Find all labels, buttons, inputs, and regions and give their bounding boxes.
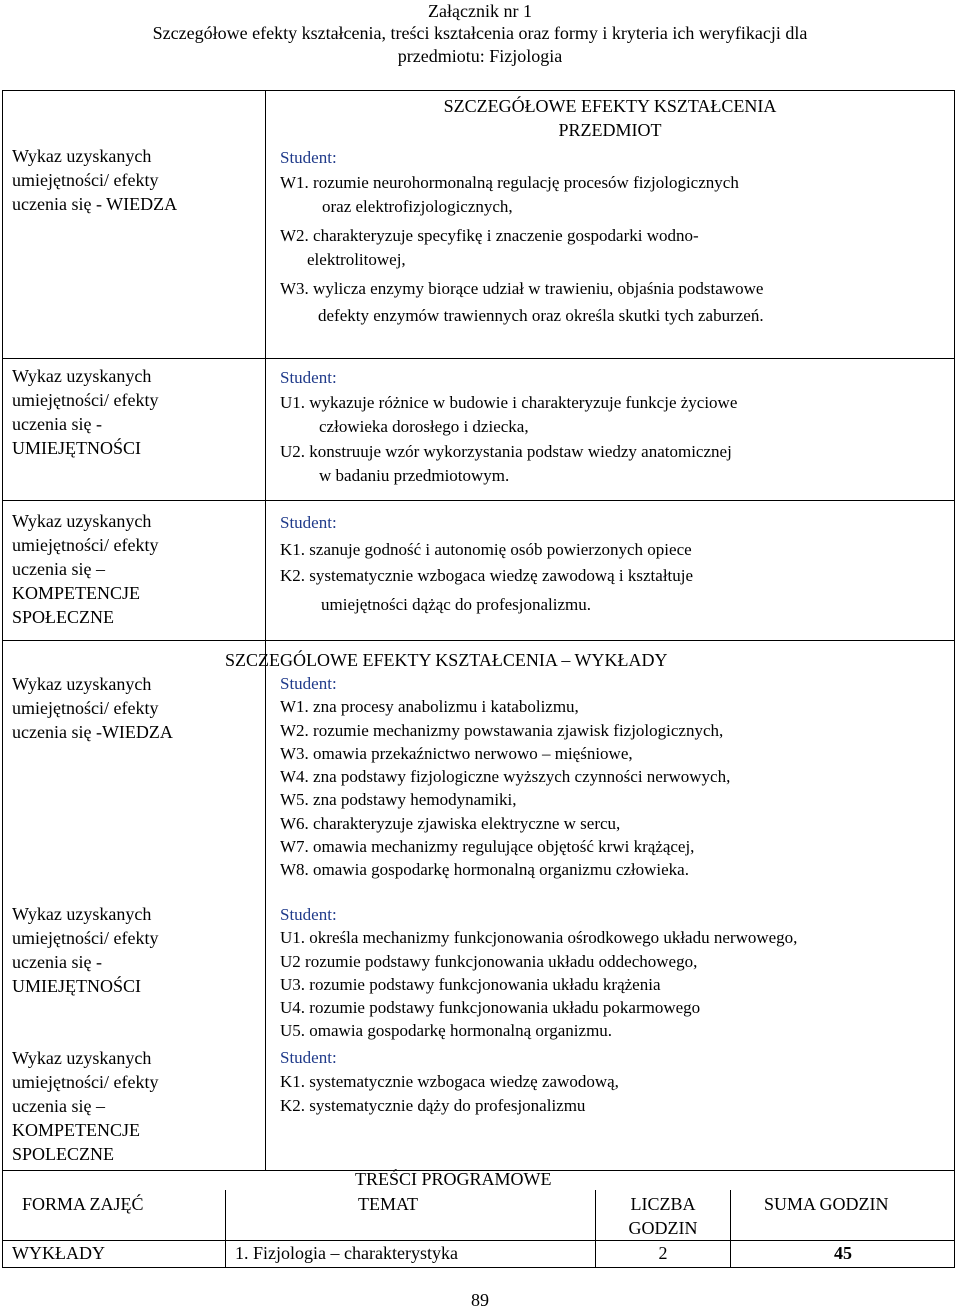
lectures-label-kompetencje xyxy=(12,1046,262,1166)
row-content-kompetencje xyxy=(280,511,950,617)
effect-line: w badaniu przedmiotowym. xyxy=(319,466,510,485)
effect-line: W2. rozumie mechanizmy powstawania zjawisk fizjologicznych, xyxy=(280,720,724,740)
row-temat: 1. Fizjologia – charakterystyka xyxy=(235,1243,458,1263)
label-line: umiejętności/ efekty xyxy=(12,928,159,948)
header-liczba-line2: GODZIN xyxy=(628,1218,698,1238)
label-line: Wykaz uzyskanych xyxy=(12,511,152,531)
effect-line: K2. systematycznie dąży do profesjonalizmu xyxy=(280,1096,586,1115)
effect-line: U2. konstruuje wzór wykorzystania podstaw wiedzy anatomicznej xyxy=(280,441,732,461)
lectures-content-umiejetnosci xyxy=(280,903,950,1043)
student-label: Student: xyxy=(280,905,337,924)
student-label: Student: xyxy=(280,674,337,693)
effect-line: W3. omawia przekaźnictwo nerwowo – mięśniowe, xyxy=(280,743,633,763)
effect-line: elektrolitowej, xyxy=(307,250,406,269)
student-label: Student: xyxy=(280,1048,337,1067)
row-label-umiejetnosci xyxy=(12,364,262,460)
label-line: umiejętności/ efekty xyxy=(12,1072,159,1092)
label-line: umiejętności/ efekty xyxy=(12,535,159,555)
student-label: Student: xyxy=(280,368,337,387)
effect-line: U3. rozumie podstawy funkcjonowania układu krążenia xyxy=(280,974,661,994)
row-suma: 45 xyxy=(834,1243,852,1263)
student-label: Student: xyxy=(280,148,337,167)
label-line: uczenia się - WIEDZA xyxy=(12,194,178,214)
effect-line: W3. wylicza enzymy biorące udział w trawieniu, objaśnia podstawowe xyxy=(280,278,764,298)
label-line: Wykaz uzyskanych xyxy=(12,146,152,166)
label-line: umiejętności/ efekty xyxy=(12,390,159,410)
effect-line: W7. omawia mechanizmy regulujące objętość krwi krążącej, xyxy=(280,837,695,857)
effect-line: U1. wykazuje różnice w budowie i charakteryzuje funkcje życiowe xyxy=(280,392,738,412)
effect-line: K1. systematycznie wzbogaca wiedzę zawodową, xyxy=(280,1072,619,1091)
effect-line: W4. zna podstawy fizjologiczne wyższych czynności nerwowych, xyxy=(280,767,731,787)
header-liczba-line1: LICZBA xyxy=(630,1194,696,1214)
label-line: uczenia się -WIEDZA xyxy=(12,722,173,742)
label-line: UMIEJĘTNOŚCI xyxy=(12,976,141,996)
label-line: SPOLECZNE xyxy=(12,1144,115,1164)
label-line: SPOŁECZNE xyxy=(12,607,115,627)
column-divider xyxy=(265,90,266,1170)
label-line: KOMPETENCJE xyxy=(12,1120,141,1140)
effect-line: W1. zna procesy anabolizmu i katabolizmu, xyxy=(280,697,579,717)
section-subtitle: PRZEDMIOT xyxy=(558,120,662,140)
lectures-content-kompetencje xyxy=(280,1046,950,1118)
row-content-umiejetnosci xyxy=(280,366,950,489)
label-line: UMIEJĘTNOŚCI xyxy=(12,438,141,458)
document-subtitle-line2: przedmiotu: Fizjologia xyxy=(397,46,563,66)
row-divider xyxy=(2,500,955,501)
effect-line: W2. charakteryzuje specyfikę i znaczenie gospodarki wodno- xyxy=(280,225,699,245)
label-line: uczenia się – xyxy=(12,559,105,579)
row-liczba: 2 xyxy=(658,1243,668,1263)
section-title: SZCZEGÓŁOWE EFEKTY KSZTAŁCENIA xyxy=(443,96,777,116)
label-line: Wykaz uzyskanych xyxy=(12,904,152,924)
header-liczba xyxy=(596,1192,730,1240)
effect-line: K2. systematycznie wzbogaca wiedzę zawodową i kształtuje xyxy=(280,566,694,585)
student-label: Student: xyxy=(280,513,337,532)
lectures-label-umiejetnosci xyxy=(12,902,262,998)
label-line: uczenia się – xyxy=(12,1096,105,1116)
lectures-content-wiedza xyxy=(280,672,950,882)
label-line: Wykaz uzyskanych xyxy=(12,674,152,694)
effect-line: W5. zna podstawy hemodynamiki, xyxy=(280,790,517,810)
effect-line: W6. charakteryzuje zjawiska elektryczne w sercu, xyxy=(280,813,621,833)
effect-line: defekty enzymów trawiennych oraz określa skutki tych zaburzeń. xyxy=(318,306,764,325)
label-line: Wykaz uzyskanych xyxy=(12,366,152,386)
row-forma: WYKŁADY xyxy=(12,1243,105,1263)
effect-line: umiejętności dążąc do profesjonalizmu. xyxy=(321,594,592,614)
lectures-label-wiedza xyxy=(12,672,262,744)
row-label-wiedza xyxy=(12,144,262,216)
column-divider xyxy=(225,1190,226,1268)
effect-line: U4. rozumie podstawy funkcjonowania układu pokarmowego xyxy=(280,998,701,1018)
document-title: Załącznik nr 1 xyxy=(428,1,532,21)
header-suma: SUMA GODZIN xyxy=(764,1194,889,1214)
effect-line: U1. określa mechanizmy funkcjonowania ośrodkowego układu nerwowego, xyxy=(280,928,798,948)
label-line: Wykaz uzyskanych xyxy=(12,1048,152,1068)
row-divider xyxy=(2,358,955,359)
effect-line: U5. omawia gospodarkę hormonalną organizmu. xyxy=(280,1021,613,1041)
effect-line: oraz elektrofizjologicznych, xyxy=(322,197,513,216)
effect-line: U2 rozumie podstawy funkcjonowania układu oddechowego, xyxy=(280,951,698,971)
label-line: uczenia się - xyxy=(12,414,102,434)
label-line: umiejętności/ efekty xyxy=(12,170,159,190)
label-line: KOMPETENCJE xyxy=(12,583,141,603)
program-content-title: TREŚCI PROGRAMOWE xyxy=(355,1169,552,1189)
effect-line: K1. szanuje godność i autonomię osób powierzonych opiece xyxy=(280,539,692,559)
row-label-kompetencje xyxy=(12,509,262,629)
row-divider xyxy=(2,640,955,641)
effect-line: człowieka dorosłego i dziecka, xyxy=(319,417,529,436)
page-number: 89 xyxy=(471,1290,489,1310)
label-line: uczenia się - xyxy=(12,952,102,972)
label-line: umiejętności/ efekty xyxy=(12,698,159,718)
effect-line: W8. omawia gospodarkę hormonalną organizmu człowieka. xyxy=(280,860,689,880)
header-temat: TEMAT xyxy=(358,1194,418,1214)
lectures-section-title: SZCZEGÓLOWE EFEKTY KSZTAŁCENIA – WYKŁADY xyxy=(225,650,668,670)
row-content-wiedza xyxy=(280,146,950,329)
document-subtitle-line1: Szczegółowe efekty kształcenia, treści kształcenia oraz formy i kryteria ich weryfikacji dla xyxy=(152,23,808,43)
effect-line: W1. rozumie neurohormonalną regulację procesów fizjologicznych xyxy=(280,172,739,192)
header-forma: FORMA ZAJĘĆ xyxy=(22,1194,144,1214)
